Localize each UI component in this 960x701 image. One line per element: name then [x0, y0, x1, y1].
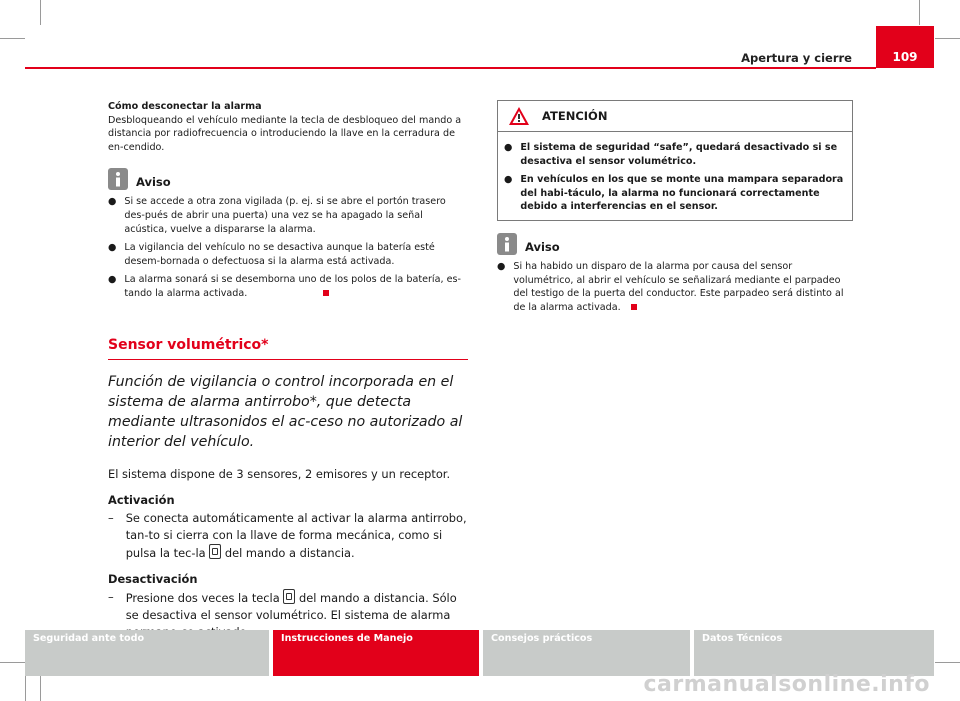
bullet: ●	[108, 196, 117, 208]
note-header	[497, 233, 853, 255]
note-item: ● Si se accede a otra zona vigilada (p. ej. si se abre el portón trasero des-pués de abrir una puerta) una vez se ha apagado la señal acústica, vuelve a dispararse la alarma.	[108, 196, 446, 235]
watermark: carmanualsonline.info	[643, 672, 930, 697]
end-mark-icon	[323, 290, 329, 296]
unlock-key-icon	[283, 589, 295, 604]
note-item: ● La alarma sonará si se desemborna uno de los polos de la batería, es-tando la alarma activada.	[108, 274, 461, 299]
crop-mark	[25, 676, 26, 701]
warning-item: ● En vehículos en los que se monte una mampara separadora del habi-táculo, la alarma no funcionará correctamente debido a interferencias en el sensor.	[504, 174, 844, 213]
dash: –	[108, 510, 114, 525]
warning-body	[498, 132, 852, 220]
note-header	[108, 168, 468, 190]
system-text: El sistema dispone de 3 sensores, 2 emisores y un receptor.	[108, 466, 451, 481]
end-mark-icon	[631, 304, 637, 310]
crop-mark	[40, 676, 41, 701]
dash: –	[108, 589, 114, 604]
warning-icon	[508, 106, 530, 126]
footer-tab-label: Instrucciones de Manejo	[281, 633, 413, 644]
warning-header	[498, 101, 852, 132]
crop-mark	[0, 662, 25, 663]
header-rule	[25, 67, 876, 69]
activation-step: – Se conecta automáticamente al activar la alarma antirrobo, tan-to si cierra con la llave de forma mecánica, como si pulsa la tec-la del mando a distancia.	[108, 510, 467, 560]
note-title: Aviso	[136, 175, 171, 190]
page-header-title: Apertura y cierre	[741, 51, 852, 65]
unlock-key-icon	[209, 544, 221, 559]
footer-tab-label: Seguridad ante todo	[33, 633, 145, 644]
crop-mark	[40, 0, 41, 25]
warning-box	[497, 100, 853, 221]
info-icon	[497, 233, 517, 255]
intro-text: Función de vigilancia o control incorporada en el sistema de alarma antirrobo*, que detecta mediante ultrasonidos el ac-ceso no autorizado al interior del vehículo.	[108, 373, 463, 450]
deactivation-step: – Presione dos veces la tecla del mando a distancia. Sólo se desactiva el sensor volumétrico. El sistema de alarma	[108, 589, 468, 641]
warning-title: ATENCIÓN	[542, 109, 608, 123]
info-icon	[108, 168, 128, 190]
page-number: 109	[892, 50, 918, 64]
bullet: ●	[504, 174, 513, 186]
footer-tab-instrucciones[interactable]	[273, 630, 479, 676]
warning-item: ● El sistema de seguridad “safe”, quedará desactivado si se desactiva el sensor volumétrico.	[504, 142, 838, 167]
note-item: ● Si ha habido un disparo de la alarma por causa del sensor volumétrico, al abrir el vehículo se señalizará mediante el parpadeo del testigo de la puerta del conductor. Este parpadeo será distinto al de la alarma activada.	[497, 260, 844, 313]
footer-tab-label: Datos Técnicos	[702, 633, 783, 644]
crop-mark	[0, 38, 25, 39]
bullet: ●	[504, 142, 513, 153]
section-rule	[108, 359, 468, 360]
paragraph: Desbloqueando el vehículo mediante la tecla de desbloqueo del mando a distancia por radiofrecuencia o introduciendo la llave en la cerradura de en-cendido.	[108, 114, 462, 153]
bullet: ●	[497, 260, 506, 272]
note-item: ● La vigilancia del vehículo no se desactiva aunque la batería esté desem-bornada o defectuosa si la alarma está activada.	[108, 242, 435, 267]
footer-tab-consejos[interactable]	[483, 630, 690, 676]
footer-tab-datos[interactable]	[694, 630, 934, 676]
right-column	[497, 100, 853, 314]
section-title: Sensor volumétrico*	[108, 336, 269, 353]
page-number-box	[876, 26, 934, 68]
crop-mark	[935, 662, 960, 663]
bullet: ●	[108, 242, 117, 254]
deactivation-heading: Desactivación	[108, 571, 198, 586]
note-title: Aviso	[525, 239, 560, 254]
activation-heading: Activación	[108, 492, 175, 507]
footer-tab-seguridad[interactable]	[25, 630, 269, 676]
footer-tab-label: Consejos prácticos	[491, 633, 593, 644]
left-column	[108, 100, 468, 641]
subsection-heading: Cómo desconectar la alarma	[108, 101, 262, 112]
bullet: ●	[108, 274, 117, 286]
crop-mark	[919, 0, 920, 25]
crop-mark	[935, 38, 960, 39]
